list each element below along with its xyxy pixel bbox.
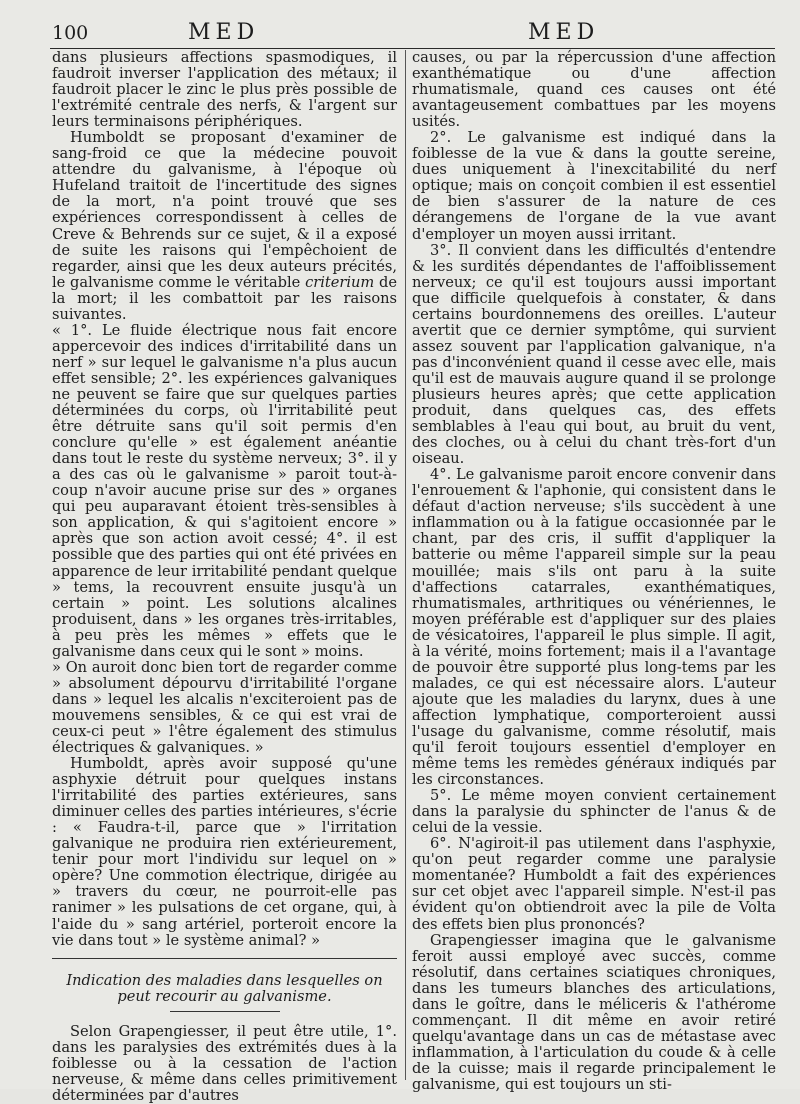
left-column bbox=[52, 50, 397, 1104]
quotation-block bbox=[52, 323, 397, 756]
page-header bbox=[0, 20, 800, 50]
running-head-left: MED bbox=[188, 20, 260, 45]
paragraph: 3°. Il convient dans les difficultés d'entendre & les surdités dépendantes de l'affoiblissement nerveux; ce qu'il est toujours aussi important que difficile quelquefois à constater, & dans certains bourdonnemens des oreilles. L'auteur avertit que ce dernier symptôme, qui survient assez souvent par l'application galvanique, n'a pas d'inconvénient quand il cesse avec elle, mais qu'il est de mauvais augure quand il se prolonge plusieurs heures après; que cette application produit, dans quelques cas, des effets semblables à l'eau qui bout, au bruit du vent, des cloches, ou à celui du chant très-fort d'un oiseau. bbox=[412, 241, 776, 468]
paragraph bbox=[52, 130, 397, 323]
quoted-paragraph: « 1°. Le fluide électrique nous fait encore appercevoir des indices d'irritabilité dans un nerf » sur lequel le galvanisme n'a plus aucun effet sensible; 2°. les expériences galvaniques ne peuvent se faire que sur quelques parties déterminées du corps, où l'irritabilité peut être détruite sans qu'il soit permis d'en conclure qu'elle » est également anéantie dans tout le reste du système nerveux; 3°. il y a des cas où le galvanisme » paroit tout-à-coup n'avoir aucune prise sur des » organes qui peu auparavant étoient très-sensibles à son application, & qui s'agitoient encore » après que son action avoit cessé; 4°. il est possible que des parties qui ont été privées en apparence de leur irritabilité pendant quelque » tems, la recouvrent ensuite jusqu'à un certain » point. Les solutions alcalines produisent, dans » les organes très-irritables, à peu près les mêmes » effets que le galvanisme dans ceux qui le sont » moins. bbox=[52, 321, 397, 660]
paragraph: causes, ou par la répercussion d'une affection exanthématique ou d'une affection rhumatismale, quand ces causes ont été avantageusement combattues par les moyens usités. bbox=[412, 49, 776, 131]
paragraph: 4°. Le galvanisme paroit encore convenir dans l'enrouement & l'aphonie, qui consistent dans le défaut d'action nerveuse; s'ils succèdent à une inflammation ou à la fatigue occasionnée par le chant, par des cris, il suffit d'appliquer la batterie ou même l'appareil simple sur la peau mouillée; mais s'ils ont paru à la suite d'affections catarrales, exanthématiques, rhumatismales, arthritiques ou vénériennes, le moyen préférable est d'appliquer sur des plaies de vésicatoires, l'appareil le plus simple. Il agit, à la vérité, moins fortement; mais il a l'avantage de pouvoir être supporté plus long-tems par les malades, ce qui est nécessaire alors. L'auteur ajoute que les maladies du larynx, dues à une affection lymphatique, comporteroient aussi l'usage du galvanisme, comme résolutif, mais qu'il feroit toujours essentiel d'employer en même tems les remèdes généraux indiqués par les circonstances. bbox=[412, 466, 776, 789]
right-column bbox=[412, 50, 776, 1093]
section-heading-text: Indication des maladies dans lesquelles on peut recourir au galvanisme. bbox=[66, 971, 383, 1005]
paragraph: Humboldt, après avoir supposé qu'une asphyxie détruit pour quelques instans l'irritabilité des parties extérieures, sans diminuer celles des parties intérieures, s'écrie : « Faudra-t-il, parce que » l'irritation galvanique ne produira rien extérieurement, tenir pour mort l'individu sur lequel on » opère? Une commotion électrique, dirigée au » travers du cœur, ne pourroit-elle pas ranimer » les pulsations de cet organe, qui, à l'aide du » sang artériel, porteroit encore la vie dans tout » le système animal? » bbox=[52, 755, 397, 949]
running-head-right: MED bbox=[528, 20, 600, 45]
section-heading bbox=[52, 973, 397, 1012]
section-separator bbox=[52, 958, 397, 959]
paragraph: dans plusieurs affections spasmodiques, il faudroit inverser l'application des métaux; il faudroit placer le zinc le plus près possible de l'extrémité centrale des nerfs, & l'argent sur leurs terminaisons périphériques. bbox=[52, 49, 397, 131]
column-divider bbox=[405, 50, 406, 1080]
paragraph-text: de la mort; il les combattoit par les raisons suivantes. bbox=[52, 273, 397, 323]
paragraph-text: Humboldt se proposant d'examiner de sang-froid ce que la médecine pouvoit attendre du galvanisme, à l'époque où Hufeland traitoit de l'incertitude des signes de la mort, n'a point trouvé que ses expériences correspondissent à celles de Creve & Behrends sur ce sujet, & il a exposé de suite les raisons qui l'empêchoient de regarder, ainsi que les deux auteurs précités, le galvanisme comme le véritable bbox=[52, 129, 397, 291]
paragraph: Grapengiesser imagina que le galvanisme feroit aussi employé avec succès, comme résolutif, dans certaines sciatiques chroniques, dans les tumeurs blanches des articulations, dans le goître, dans le méliceris & l'athérome commençant. Il dit même en avoir retiré quelqu'avantage dans un cas de métastase avec inflammation, à l'articulation du coude & à celle de la cuisse; mais il regarde principalement le galvanisme, qui est toujours un sti- bbox=[412, 931, 776, 1093]
paragraph: 5°. Le même moyen convient certainement dans la paralysie du sphincter de l'anus & de celui de la vessie. bbox=[412, 787, 776, 837]
paragraph: Selon Grapengiesser, il peut être utile, 1°. dans les paralysies des extrémités dues à la foiblesse ou à la cessation de l'action nerveuse, & même dans celles primitivement déterminées par d'autres bbox=[52, 1022, 397, 1104]
paragraph: 6°. N'agiroit-il pas utilement dans l'asphyxie, qu'on peut regarder comme une paralysie momentanée? Humboldt a fait des expériences sur cet objet avec l'appareil simple. N'est-il pas évident qu'on obtiendroit avec la pile de Volta des effets bien plus prononcés? bbox=[412, 835, 776, 933]
paragraph: 2°. Le galvanisme est indiqué dans la foiblesse de la vue & dans la goutte sereine, dues uniquement à l'inexcitabilité du nerf optique; mais on conçoit combien il est essentiel de bien s'assurer de la nature de ces dérangemens de l'organe de la vue avant d'employer un moyen aussi irritant. bbox=[412, 129, 776, 243]
heading-underline bbox=[170, 1011, 280, 1012]
quoted-paragraph: » On auroit donc bien tort de regarder comme » absolument dépourvu d'irritabilité l'organe dans » lequel les alcalis n'exciteroient pas de mouvemens sensibles, & ce qui est vrai de ceux-ci peut » l'être également des stimulus électriques & galvaniques. » bbox=[52, 658, 397, 757]
emphasis-criterium: criterium bbox=[305, 273, 375, 291]
page-number: 100 bbox=[52, 22, 89, 44]
